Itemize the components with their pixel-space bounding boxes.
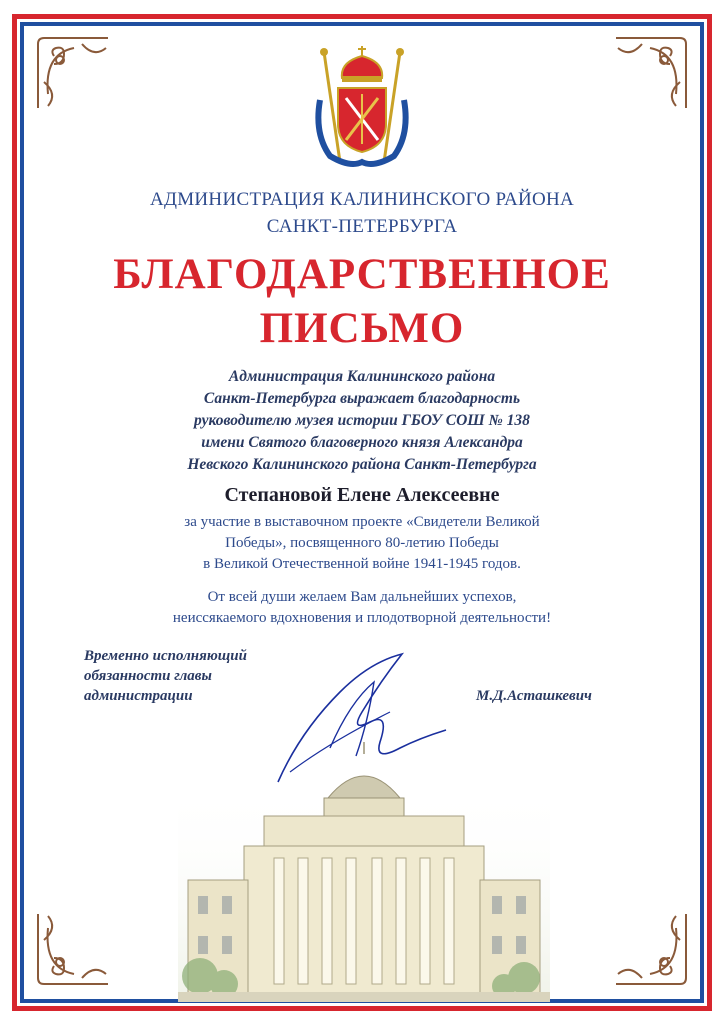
ornament-corner-bottom-left-icon (34, 910, 112, 988)
wishes-line-1: От всей души желаем Вам дальнейших успехов, (207, 589, 517, 605)
intro-line-5: Невского Калининского района Санкт-Петербурга (187, 456, 537, 473)
ornament-corner-top-left-icon (34, 34, 112, 112)
intro-paragraph (40, 366, 684, 476)
reason-line-1: за участие в выставочном проекте «Свидетели Великой (184, 514, 540, 530)
reason-line-3: в Великой Отечественной войне 1941-1945 годов. (203, 556, 521, 572)
issuer-heading (40, 186, 684, 240)
ornament-corner-bottom-right-icon (612, 910, 690, 988)
intro-line-1: Администрация Калининского района (228, 368, 496, 385)
reason-line-2: Победы», посвященного 80-летию Победы (225, 535, 499, 551)
handwritten-signature (270, 652, 450, 792)
role-line-1: Временно исполняющий (84, 648, 247, 664)
role-line-2: обязанности главы (84, 668, 212, 684)
issuer-line-2: САНКТ-ПЕТЕРБУРГА (266, 216, 458, 237)
signatory-name: М.Д.Асташкевич (476, 688, 592, 704)
title-line-2: ПИСЬМО (259, 305, 465, 352)
intro-line-2: Санкт-Петербурга выражает благодарность (203, 390, 521, 407)
wishes-line-2: неиссякаемого вдохновения и плодотворной деятельности! (172, 610, 552, 626)
st-petersburg-coat-of-arms-icon (310, 44, 414, 172)
wishes-paragraph (40, 587, 684, 629)
issuer-line-1: АДМИНИСТРАЦИЯ КАЛИНИНСКОГО РАЙОНА (149, 189, 575, 210)
recipient-name: Степановой Елене Алексеевне (224, 484, 500, 506)
intro-line-3: руководителю музея истории ГБОУ СОШ № 138 (194, 412, 530, 429)
intro-line-4: имени Святого благоверного князя Александра (201, 434, 523, 451)
ornament-corner-top-right-icon (612, 34, 690, 112)
document-title (40, 248, 684, 356)
reason-paragraph (40, 512, 684, 575)
title-line-1: БЛАГОДАРСТВЕННОЕ (113, 251, 611, 298)
role-line-3: администрации (84, 688, 193, 704)
